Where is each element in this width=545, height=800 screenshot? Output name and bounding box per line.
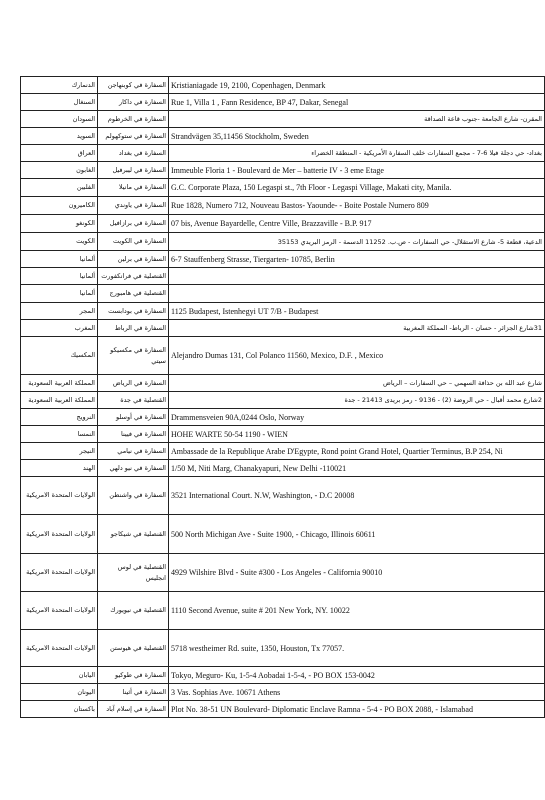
table-row <box>21 179 545 197</box>
address-cell: Tokyo, Meguro- Ku, 1-5-4 Aobadai 1-5-4, - PO BOX 153-0042 <box>169 667 545 684</box>
mission-cell: السفارة في مانيلا <box>98 179 169 197</box>
country-cell: المملكة العربية السعودية <box>21 375 98 392</box>
mission-cell: القنصلية في جدة <box>98 392 169 409</box>
country-cell: المكسيك <box>21 337 98 375</box>
country-cell: الدنمارك <box>21 77 98 94</box>
address-cell: Strandvägen 35,11456 Stockholm, Sweden <box>169 128 545 145</box>
table-row <box>21 667 545 684</box>
country-cell: الكويت <box>21 233 98 251</box>
mission-cell: السفارة في الرياض <box>98 375 169 392</box>
table-row <box>21 145 545 162</box>
address-cell: 6-7 Stauffenberg Strasse, Tiergarten- 10785, Berlin <box>169 251 545 268</box>
country-cell: النرويج <box>21 409 98 426</box>
address-cell: Kristianiagade 19, 2100, Copenhagen, Denmark <box>169 77 545 94</box>
mission-cell: السفارة في نيامي <box>98 443 169 460</box>
address-cell: شارع عبد الله بن حذافة السهمي – حي السفارات – الرياض <box>169 375 545 392</box>
country-cell: الغابون <box>21 162 98 179</box>
table-row <box>21 592 545 630</box>
address-cell: 5718 westheimer Rd. suite, 1350, Houston, Tx 77057. <box>169 630 545 667</box>
country-cell: اليابان <box>21 667 98 684</box>
mission-cell: السفارة في الخرطوم <box>98 111 169 128</box>
address-cell: 07 bis, Avenue Bayardelle, Centre Ville, Brazzaville - B.P. 917 <box>169 215 545 233</box>
mission-cell: السفارة في إسلام آباد <box>98 701 169 718</box>
country-cell: الولايات المتحدة الامريكية <box>21 477 98 515</box>
embassy-table <box>20 76 545 718</box>
table-row <box>21 337 545 375</box>
table-row <box>21 215 545 233</box>
country-cell: المغرب <box>21 320 98 337</box>
address-cell: Rue 1828, Numero 712, Nouveau Bastos- Yaounde- - Boite Postale Numero 809 <box>169 197 545 215</box>
table-row <box>21 684 545 701</box>
address-cell: Rue 1, Villa 1 , Fann Residence, BP 47, Dakar, Senegal <box>169 94 545 111</box>
table-row <box>21 630 545 667</box>
country-cell: ألمانيا <box>21 268 98 285</box>
address-cell: 1125 Budapest, Istenhegyi UT 7/B - Budapest <box>169 303 545 320</box>
mission-cell: القنصلية في هامبورج <box>98 285 169 303</box>
mission-cell: القنصلية في نيويورك <box>98 592 169 630</box>
address-cell <box>169 285 545 303</box>
country-cell: الولايات المتحدة الامريكية <box>21 554 98 592</box>
mission-cell: السفارة في بغداد <box>98 145 169 162</box>
address-cell: 1110 Second Avenue, suite # 201 New York, NY. 10022 <box>169 592 545 630</box>
mission-cell: السفارة في الكويت <box>98 233 169 251</box>
table-row <box>21 303 545 320</box>
mission-cell: السفارة في برلين <box>98 251 169 268</box>
address-cell: 4929 Wilshire Blvd - Suite #300 - Los Angeles - California 90010 <box>169 554 545 592</box>
country-cell: السويد <box>21 128 98 145</box>
address-cell: Drammensveien 90A,0244 Oslo, Norway <box>169 409 545 426</box>
country-cell: الهند <box>21 460 98 477</box>
address-cell: 2شارع محمد أقبال - حي الروضة (2) - 9136 - رمز بريدى 21413 - جدة <box>169 392 545 409</box>
country-cell: باكستان <box>21 701 98 718</box>
mission-cell: القنصلية في فرانكفورت <box>98 268 169 285</box>
mission-cell: القنصلية في هيوستن <box>98 630 169 667</box>
country-cell: الكونغو <box>21 215 98 233</box>
country-cell: السودان <box>21 111 98 128</box>
country-cell: اليونان <box>21 684 98 701</box>
mission-cell: السفارة في ليبرفيل <box>98 162 169 179</box>
address-cell: Immeuble Floria 1 - Boulevard de Mer – batterie IV - 3 eme Etage <box>169 162 545 179</box>
country-cell: السنغال <box>21 94 98 111</box>
table-row <box>21 554 545 592</box>
country-cell: الفلبين <box>21 179 98 197</box>
mission-cell: السفارة في كوبنهاجن <box>98 77 169 94</box>
mission-cell: السفارة في أثينا <box>98 684 169 701</box>
address-cell: المقرن- شارع الجامعة -جنوب قاعة الصداقة <box>169 111 545 128</box>
country-cell: الولايات المتحدة الامريكية <box>21 592 98 630</box>
table-row <box>21 233 545 251</box>
address-cell: HOHE WARTE 50-54 1190 - WIEN <box>169 426 545 443</box>
mission-cell: السفارة في واشنطن <box>98 477 169 515</box>
mission-cell: القنصلية في شيكاجو <box>98 515 169 554</box>
address-cell: بغداد- حي دجلة فيلا 6-7 - مجمع السفارات خلف السفارة الأمريكية - المنطقة الخضراء <box>169 145 545 162</box>
mission-cell: السفارة في داكار <box>98 94 169 111</box>
country-cell: الكاميرون <box>21 197 98 215</box>
table-row <box>21 162 545 179</box>
country-cell: الولايات المتحدة الامريكية <box>21 630 98 667</box>
address-cell <box>169 268 545 285</box>
table-row <box>21 94 545 111</box>
table-row <box>21 197 545 215</box>
mission-cell: السفارة في بودابست <box>98 303 169 320</box>
country-cell: ألمانيا <box>21 285 98 303</box>
country-cell: النيجر <box>21 443 98 460</box>
address-cell: Ambassade de la Republique Arabe D'Egypte, Rond point Grand Hotel, Quartier Terminus, B.P 254, Ni <box>169 443 545 460</box>
mission-cell: السفارة في ستوكهولم <box>98 128 169 145</box>
table-row <box>21 77 545 94</box>
table-row <box>21 320 545 337</box>
mission-cell: السفارة في فيينا <box>98 426 169 443</box>
mission-cell: السفارة في أوسلو <box>98 409 169 426</box>
address-cell: الدعية، قطعة 5- شارع الاستقلال- حي السفارات - ص.ب. 11252 الدسمة - الرمز البريدي 35153 <box>169 233 545 251</box>
mission-cell: السفارة في الرباط <box>98 320 169 337</box>
mission-cell: السفارة في ياوندي <box>98 197 169 215</box>
mission-cell: السفارة في برازافيل <box>98 215 169 233</box>
table-row <box>21 701 545 718</box>
address-cell: Plot No. 38-51 UN Boulevard- Diplomatic Enclave Ramna - 5-4 - PO BOX 2088, - Islamabad <box>169 701 545 718</box>
mission-cell: السفارة في طوكيو <box>98 667 169 684</box>
address-cell: G.C. Corporate Plaza, 150 Legaspi st., 7th Floor - Legaspi Village, Makati city, Manila. <box>169 179 545 197</box>
mission-cell: السفارة في نيو دلهي <box>98 460 169 477</box>
address-cell: 1/50 M, Niti Marg, Chanakyapuri, New Delhi -110021 <box>169 460 545 477</box>
table-row <box>21 409 545 426</box>
table-row <box>21 251 545 268</box>
table-row <box>21 268 545 285</box>
address-cell: 3 Vas. Sophias Ave. 10671 Athens <box>169 684 545 701</box>
table-row <box>21 375 545 392</box>
table-row <box>21 392 545 409</box>
address-cell: Alejandro Dumas 131, Col Polanco 11560, Mexico, D.F. , Mexico <box>169 337 545 375</box>
table-row <box>21 515 545 554</box>
table-row <box>21 111 545 128</box>
address-cell: 3521 International Court. N.W, Washington, - D.C 20008 <box>169 477 545 515</box>
country-cell: النمسا <box>21 426 98 443</box>
table-row <box>21 426 545 443</box>
table-row <box>21 128 545 145</box>
table-row <box>21 285 545 303</box>
mission-cell: السفارة في مكسيكو سيتي <box>98 337 169 375</box>
table-row <box>21 443 545 460</box>
country-cell: المجر <box>21 303 98 320</box>
table-row <box>21 477 545 515</box>
address-cell: 31شارع الجزائر - حسان - الرباط- المملكة المغربية <box>169 320 545 337</box>
country-cell: ألمانيا <box>21 251 98 268</box>
table-body <box>21 77 545 718</box>
table-row <box>21 460 545 477</box>
country-cell: الولايات المتحدة الامريكية <box>21 515 98 554</box>
country-cell: العراق <box>21 145 98 162</box>
mission-cell: القنصلية في لوس انجليس <box>98 554 169 592</box>
country-cell: المملكة العربية السعودية <box>21 392 98 409</box>
address-cell: 500 North Michigan Ave - Suite 1900, - Chicago, Illinois 60611 <box>169 515 545 554</box>
